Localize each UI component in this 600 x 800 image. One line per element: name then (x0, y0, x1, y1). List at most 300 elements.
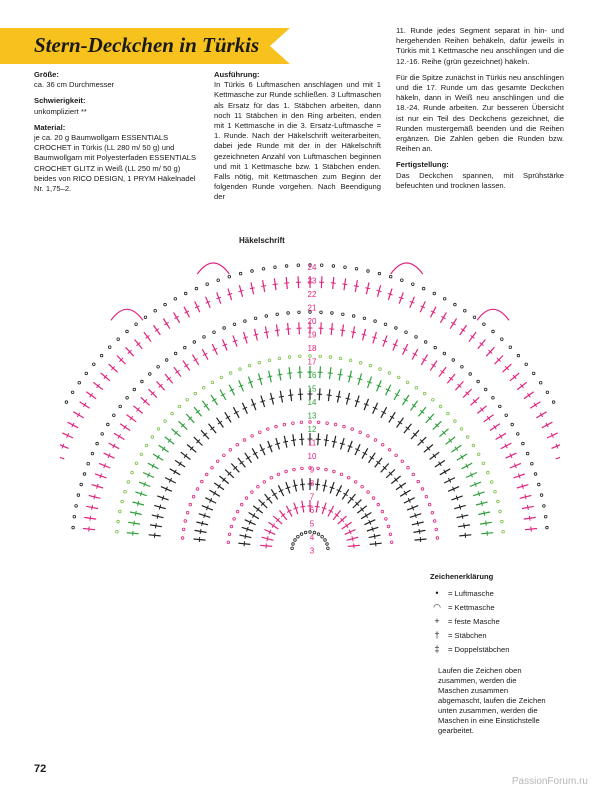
chain-stitch-mark (332, 265, 335, 268)
chain-stitch-mark (509, 346, 512, 349)
stitch-crossbar-mark (90, 516, 91, 521)
legend-item (430, 642, 570, 656)
chain-stitch-mark (293, 468, 296, 471)
chain-stitch-mark (443, 298, 446, 301)
chain-stitch-mark (93, 363, 96, 366)
chain-stitch-mark (397, 376, 400, 379)
stitch-crossbar-mark (264, 332, 269, 333)
chain-stitch-mark (477, 453, 480, 456)
chain-stitch-mark (220, 376, 223, 379)
stitch-mark (552, 444, 561, 449)
legend-label: = Kettmasche (448, 602, 495, 612)
stitch-crossbar-mark (275, 330, 280, 331)
chain-stitch-mark (91, 452, 94, 455)
chain-stitch-mark (372, 497, 375, 500)
chain-stitch-mark (107, 423, 110, 426)
stitch-mark (60, 455, 64, 459)
chain-stitch-mark (126, 397, 129, 400)
chain-stitch-mark (325, 468, 328, 471)
instructions-continued-column (396, 26, 564, 197)
round-number-label: 9 (309, 465, 315, 475)
chain-stitch-mark (363, 317, 366, 320)
chain-stitch-mark (543, 505, 546, 508)
stitch-crossbar-mark (267, 536, 268, 541)
stitch-crossbar-mark (156, 523, 157, 528)
chain-stitch-mark (531, 462, 534, 465)
chain-stitch-mark (401, 279, 404, 282)
chain-stitch-mark (275, 425, 278, 428)
chain-stitch-mark (223, 454, 226, 457)
chain-stitch-mark (205, 473, 208, 476)
stitch-mark (556, 455, 560, 459)
chain-stitch-mark (174, 352, 177, 355)
stitch-crossbar-mark (254, 334, 259, 335)
round-number-label: 17 (307, 357, 317, 367)
stitch-crossbar-mark (351, 332, 356, 333)
chain-stitch-mark (439, 405, 442, 408)
chain-stitch-mark (195, 287, 198, 290)
chain-stitch-mark (287, 312, 290, 315)
chain-stitch-mark (490, 481, 493, 484)
chain-stitch-mark (174, 298, 177, 301)
chain-stitch-mark (213, 331, 216, 334)
chain-stitch-mark (117, 338, 120, 341)
chain-stitch-mark (233, 323, 236, 326)
chain-stitch-mark (412, 473, 415, 476)
chain-stitch-mark (317, 421, 320, 424)
stitch-crossbar-mark (527, 505, 528, 510)
stitch-crossbar-mark (459, 505, 460, 510)
stitch-crossbar-mark (245, 534, 246, 539)
chain-stitch-mark (233, 518, 236, 521)
chain-stitch-mark (415, 336, 418, 339)
chain-stitch-mark (511, 423, 514, 426)
chain-stitch-mark (101, 433, 104, 436)
chain-stitch-mark (133, 388, 136, 391)
chain-stitch-mark (171, 412, 174, 415)
chain-stitch-mark (300, 421, 303, 424)
chain-stitch-mark (381, 510, 384, 513)
chain-stitch-mark (434, 346, 437, 349)
chain-stitch-mark (501, 520, 504, 523)
chain-stitch-mark (484, 388, 487, 391)
chain-stitch-mark (390, 541, 393, 544)
finishing-text: Das Deckchen spannen, mit Sprühstärke befeuchten und trocknen lassen. (396, 170, 564, 190)
chain-stitch-mark (240, 503, 243, 506)
legend-title: Zeichenerklärung (430, 572, 494, 581)
chain-stitch-mark (288, 356, 291, 359)
stitch-crossbar-mark (134, 521, 135, 526)
chain-stitch-mark (85, 372, 88, 375)
stitch-crossbar-mark (286, 329, 291, 330)
round-number-label: 3 (309, 546, 315, 556)
chain-stitch-mark (331, 312, 334, 315)
stitch-crossbar-mark (362, 334, 367, 335)
stitch-crossbar-mark (340, 330, 345, 331)
round-number-label: 14 (307, 398, 317, 407)
chain-stitch-mark (244, 320, 247, 323)
chain-stitch-mark (367, 491, 370, 494)
page-number: 72 (34, 763, 47, 775)
chain-stitch-mark (239, 272, 242, 275)
chain-stitch-mark (532, 372, 535, 375)
chart-title: Häkelschrift (239, 236, 285, 245)
chain-stitch-mark (432, 399, 435, 402)
stitch-crossbar-mark (315, 506, 320, 507)
chain-stitch-mark (65, 401, 68, 404)
chain-stitch-mark (230, 525, 233, 528)
chain-stitch-mark (119, 510, 122, 513)
round-number-label: 18 (307, 344, 317, 353)
chain-stitch-mark (472, 444, 475, 447)
scallop-arch-mark (111, 309, 143, 320)
chain-stitch-mark (347, 476, 350, 479)
chain-stitch-mark (319, 355, 322, 358)
chain-stitch-mark (320, 311, 323, 314)
chain-stitch-mark (538, 483, 541, 486)
chain-stitch-mark (421, 488, 424, 491)
chain-stitch-mark (127, 481, 130, 484)
chain-stitch-mark (72, 526, 75, 529)
stitch-crossbar-mark (157, 514, 158, 519)
chain-stitch-mark (285, 265, 288, 268)
chain-stitch-mark (192, 495, 195, 498)
chain-stitch-mark (522, 442, 525, 445)
chain-stitch-mark (135, 462, 138, 465)
chain-stitch-mark (300, 533, 303, 536)
chain-stitch-mark (469, 373, 472, 376)
round-number-label: 7 (309, 492, 315, 502)
chain-stitch-mark (433, 520, 436, 523)
chain-stitch-mark (77, 494, 80, 497)
stitch-crossbar-mark (200, 529, 201, 534)
stitch-crossbar-mark (315, 484, 320, 485)
chain-stitch-mark (243, 439, 246, 442)
stitch-crossbar-mark (94, 494, 95, 499)
chain-stitch-mark (196, 488, 199, 491)
stitch-crossbar-mark (268, 376, 273, 377)
stitch-crossbar-mark (484, 511, 485, 516)
chain-stitch-mark (517, 433, 520, 436)
round-number-label: 19 (307, 330, 317, 340)
stitch-crossbar-mark (327, 395, 332, 396)
stitch-crossbar-mark (92, 505, 93, 510)
round-number-label: 13 (307, 411, 317, 421)
chain-stitch-mark (525, 363, 528, 366)
chain-stitch-mark (186, 399, 189, 402)
chain-stitch-mark (228, 275, 231, 278)
legend-label: = Stäbchen (448, 630, 487, 640)
stitch-crossbar-mark (332, 441, 337, 442)
chain-stitch-mark (423, 392, 426, 395)
chain-stitch-mark (113, 414, 116, 417)
chain-stitch-mark (354, 481, 357, 484)
legend-label: = feste Masche (448, 616, 500, 626)
info-column (34, 70, 199, 200)
chain-stitch-mark (304, 531, 307, 534)
chain-stitch-mark (267, 428, 270, 431)
chain-stitch-mark (327, 547, 330, 550)
chain-stitch-mark (344, 266, 347, 269)
chain-stitch-mark (454, 420, 457, 423)
chain-stitch-mark (283, 423, 286, 426)
chain-stitch-mark (229, 372, 232, 375)
chain-stitch-mark (211, 381, 214, 384)
chain-stitch-mark (505, 414, 508, 417)
stitch-crossbar-mark (354, 286, 359, 287)
chain-stitch-mark (276, 313, 279, 316)
chain-stitch-mark (186, 511, 189, 514)
chain-stitch-mark (406, 381, 409, 384)
round-number-label: 15 (307, 384, 317, 394)
stitch-crossbar-mark (287, 373, 292, 374)
size-text: ca. 36 cm Durchmesser (34, 80, 115, 90)
legend-label: = Luftmasche (448, 588, 494, 598)
chain-stitch-mark (447, 412, 450, 415)
chain-stitch-mark (258, 361, 261, 364)
stitch-crossbar-mark (419, 529, 420, 534)
chain-stitch-mark (203, 336, 206, 339)
chain-stitch-mark (298, 311, 301, 314)
legend-note: Laufen die Zeichen oben zusammen, werden die Maschen zusammen abgemascht, laufen die Zeichen unten zusammen, werden die Maschen in eine Einstichstelle gearbeitet. (438, 666, 546, 735)
chain-stitch-mark (182, 528, 185, 531)
chain-stitch-mark (487, 471, 490, 474)
stitch-crossbar-mark (300, 506, 305, 507)
legend (430, 572, 570, 736)
chain-stitch-mark (270, 476, 273, 479)
scallop-arch-mark (197, 263, 229, 274)
legend-label: = Doppelstäbchen (448, 644, 510, 654)
round-number-label: 5 (309, 519, 315, 529)
chain-stitch-mark (71, 391, 74, 394)
chain-stitch-mark (211, 466, 214, 469)
round-number-label: 23 (307, 276, 317, 286)
chain-stitch-mark (291, 547, 294, 550)
chain-stitch-mark (389, 275, 392, 278)
chain-stitch-mark (417, 480, 420, 483)
chain-stitch-mark (263, 481, 266, 484)
chain-stitch-mark (407, 466, 410, 469)
legend-item (430, 600, 570, 614)
chain-stitch-mark (251, 491, 254, 494)
chain-stitch-mark (178, 405, 181, 408)
stitch-crossbar-mark (481, 501, 482, 506)
chain-stitch-mark (497, 500, 500, 503)
chain-stitch-mark (342, 313, 345, 316)
material-text: je ca. 20 g Baumwollgarn ESSENTIALS CROCHET in Türkis (LL 280 m/ 50 g) und Baumwollgarn mit Polyesterfaden ESSENTIALS CROCHET GLITZ in Weiß (LL 250 m/ 50 g) beides von RICO DESIGN, 1 PRYM Häkelnadel Nr. 1,75–2. (34, 133, 197, 194)
chain-stitch-mark (388, 449, 391, 452)
instructions-text-2: 11. Runde jedes Segment separat in hin- und hergehenden Reihen behäkeln, dafür jeweils in Türkis mit 1 Kettmasche neu anschlingen und die 12.-16. Reihe (grün gezeichnet) häkeln. (396, 26, 564, 66)
chain-stitch-mark (452, 359, 455, 362)
chain-stitch-mark (395, 454, 398, 457)
instructions-column (214, 70, 381, 209)
chain-stitch-mark (278, 357, 281, 360)
chain-stitch-mark (149, 373, 152, 376)
stitch-crossbar-mark (352, 536, 353, 541)
chain-stitch-mark (361, 485, 364, 488)
chain-stitch-mark (492, 330, 495, 333)
chain-stitch-mark (245, 497, 248, 500)
stitch-crossbar-mark (283, 441, 288, 442)
chain-stitch-mark (378, 272, 381, 275)
chain-stitch-mark (292, 422, 295, 425)
chain-stitch-mark (78, 381, 81, 384)
chain-stitch-mark (135, 323, 138, 326)
chain-stitch-mark (257, 485, 260, 488)
stitch-crossbar-mark (464, 523, 465, 528)
chain-stitch-mark (141, 380, 144, 383)
chain-stitch-mark (454, 303, 457, 306)
instructions-text: In Türkis 6 Luftmaschen anschlagen und mit 1 Kettmasche zur Runde schließen. 3 Luftmaschen als Ersatz für das 1. Stäbchen arbeiten, dann noch 11 Stäbchen in den Ring arbeiten, enden mit 1 Kettmasche in die 3. Ersatz-Luftmasche = 1. Runde. Nach der Häkelschrift weiterarbeiten, dabei jede Runde mit der in der Häkelschrift gezeichneten Anzahl von Luftmaschen beginnen und mit 1 Kettmasche bzw. 1 Stäbchen enden. Falls nötig, mit Kettmaschen zum Beginn der folgenden Runde vorgehen. Nach Beendigung der (214, 80, 381, 202)
chain-stitch-mark (494, 490, 497, 493)
chain-stitch-mark (374, 320, 377, 323)
chain-stitch-mark (482, 462, 485, 465)
round-number-label: 24 (307, 263, 317, 272)
instructions-text-3: Für die Spitze zunächst in Türkis neu anschlingen und die 17. Runde um das gesamte Deckchen häkeln, dann in Weiß neu anschlingen und die 18.-24. Runde arbeiten. Zur besseren Übersicht ist nur ein Teil des Deckchens gezeichnet, die Runden mustergemäß beenden und die Reihen ergänzen. Die Zahlen geben die Runden bzw. Reihen an. (396, 72, 564, 154)
chain-stitch-mark (251, 270, 254, 273)
chain-stitch-mark (526, 452, 529, 455)
chain-stitch-mark (333, 470, 336, 473)
stitch-symbol-icon: ◠ (433, 601, 441, 612)
chain-stitch-mark (401, 460, 404, 463)
stitch-crossbar-mark (348, 376, 353, 377)
stitch-crossbar-mark (328, 373, 333, 374)
chain-stitch-mark (124, 490, 127, 493)
chain-stitch-mark (355, 268, 358, 271)
stitch-symbol-icon: ‡ (434, 644, 440, 654)
stitch-crossbar-mark (336, 396, 341, 397)
chain-stitch-mark (223, 327, 226, 330)
chain-stitch-mark (294, 539, 297, 542)
chain-stitch-mark (259, 431, 262, 434)
stitch-symbol-icon: + (434, 616, 440, 626)
chain-stitch-mark (262, 268, 265, 271)
stitch-crossbar-mark (531, 527, 532, 532)
chain-stitch-mark (154, 309, 157, 312)
chain-stitch-mark (405, 331, 408, 334)
chain-stitch-mark (301, 467, 304, 470)
chain-stitch-mark (334, 423, 337, 426)
chain-stitch-mark (274, 266, 277, 269)
chain-stitch-mark (236, 443, 239, 446)
stitch-crossbar-mark (277, 374, 282, 375)
chain-stitch-mark (201, 480, 204, 483)
chain-stitch-mark (189, 503, 192, 506)
chain-stitch-mark (184, 292, 187, 295)
chain-stitch-mark (359, 361, 362, 364)
chain-stitch-mark (100, 354, 103, 357)
round-number-label: 22 (307, 290, 317, 299)
chain-stitch-mark (552, 401, 555, 404)
chain-stitch-mark (251, 435, 254, 438)
round-number-label: 10 (307, 452, 317, 461)
chain-stitch-mark (499, 405, 502, 408)
chain-stitch-mark (194, 392, 197, 395)
round-number-label: 12 (307, 425, 317, 434)
chain-stitch-mark (83, 473, 86, 476)
chain-stitch-mark (292, 543, 295, 546)
chain-stitch-mark (359, 431, 362, 434)
chain-stitch-mark (193, 341, 196, 344)
chain-stitch-mark (164, 420, 167, 423)
chain-stitch-mark (433, 292, 436, 295)
chain-stitch-mark (297, 535, 300, 538)
chain-stitch-mark (324, 539, 327, 542)
stitch-crossbar-mark (270, 398, 275, 399)
stitch-crossbar-mark (322, 485, 327, 486)
chain-stitch-mark (473, 316, 476, 319)
chain-stitch-mark (326, 543, 329, 546)
chain-stitch-mark (254, 317, 257, 320)
chain-stitch-mark (352, 315, 355, 318)
stitch-crossbar-mark (329, 329, 334, 330)
chain-stitch-mark (116, 530, 119, 533)
chain-stitch-mark (483, 323, 486, 326)
chain-stitch-mark (184, 520, 187, 523)
stitch-crossbar-mark (377, 290, 382, 291)
stitch-crossbar-mark (275, 443, 280, 444)
chain-stitch-mark (477, 380, 480, 383)
chain-stitch-mark (340, 473, 343, 476)
chain-stitch-mark (435, 528, 438, 531)
chain-stitch-mark (395, 327, 398, 330)
chain-stitch-mark (367, 435, 370, 438)
chain-stitch-mark (460, 428, 463, 431)
chain-stitch-mark (108, 346, 111, 349)
stitch-crossbar-mark (291, 440, 296, 441)
chain-stitch-mark (181, 537, 184, 540)
chain-stitch-mark (119, 405, 122, 408)
chain-stitch-mark (367, 270, 370, 273)
chain-stitch-mark (466, 436, 469, 439)
chain-stitch-mark (540, 494, 543, 497)
stitch-crossbar-mark (374, 534, 375, 539)
round-number-label: 8 (309, 479, 315, 488)
chain-stitch-mark (343, 425, 346, 428)
round-number-label: 20 (307, 317, 317, 326)
chain-stitch-mark (415, 386, 418, 389)
chain-stitch-mark (321, 535, 324, 538)
stitch-crossbar-mark (486, 521, 487, 526)
chain-stitch-mark (299, 355, 302, 358)
size-heading: Größe: (34, 70, 59, 79)
page-title: Stern-Deckchen in Türkis (34, 33, 260, 57)
stitch-crossbar-mark (261, 286, 266, 287)
chain-stitch-mark (339, 357, 342, 360)
stitch-crossbar-mark (372, 337, 377, 338)
chain-stitch-mark (424, 341, 427, 344)
stitch-crossbar-mark (288, 395, 293, 396)
chain-stitch-mark (239, 368, 242, 371)
chain-stitch-mark (96, 442, 99, 445)
chain-stitch-mark (297, 264, 300, 267)
chain-stitch-mark (268, 359, 271, 362)
stitch-crossbar-mark (529, 516, 530, 521)
chain-stitch-mark (385, 518, 388, 521)
chain-stitch-mark (425, 495, 428, 498)
watermark: PassionForum.ru (511, 776, 588, 787)
stitch-crossbar-mark (135, 511, 136, 516)
difficulty-heading: Schwierigkeit: (34, 96, 86, 106)
stitch-crossbar-mark (462, 514, 463, 519)
chain-stitch-mark (544, 515, 547, 518)
legend-item (430, 628, 570, 642)
stitch-symbol-icon: • (435, 588, 439, 598)
chain-stitch-mark (349, 359, 352, 362)
stitch-crossbar-mark (417, 521, 418, 526)
chain-stitch-mark (377, 503, 380, 506)
chain-stitch-mark (369, 364, 372, 367)
